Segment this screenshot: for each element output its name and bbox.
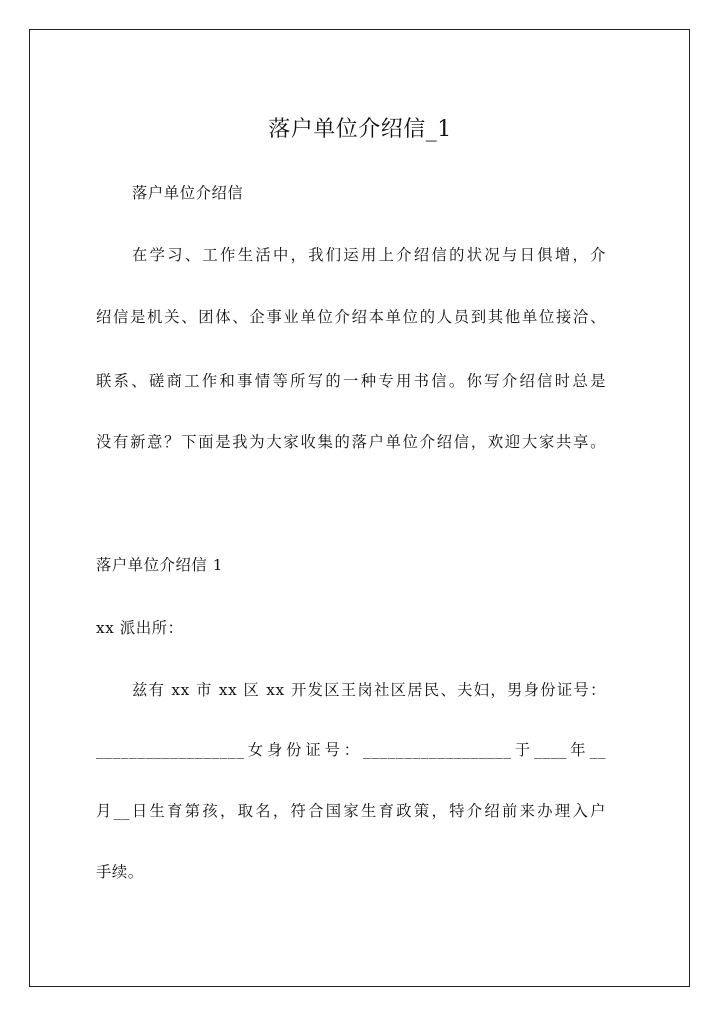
body-line-1: 兹有 xx 市 xx 区 xx 开发区王岗社区居民、夫妇，男身份证号： — [132, 681, 606, 699]
intro-line-4: 没有新意？下面是我为大家收集的落户单位介绍信，欢迎大家共享。 — [96, 433, 606, 451]
intro-line-3: 联系、磋商工作和事情等所写的一种专用书信。你写介绍信时总是 — [96, 372, 606, 390]
document-title: 落户单位介绍信_1 — [268, 117, 452, 142]
section-heading: 落户单位介绍信 1 — [96, 556, 224, 574]
intro-heading: 落户单位介绍信 — [132, 184, 244, 202]
intro-line-2: 绍信是机关、团体、企事业单位介绍本单位的人员到其他单位接洽、 — [96, 308, 606, 326]
body-line-3: 月__日生育第孩，取名，符合国家生育政策，特介绍前来办理入户 — [96, 802, 606, 820]
body-line-4: 手续。 — [96, 863, 144, 881]
intro-line-1: 在学习、工作生活中，我们运用上介绍信的状况与日俱增，介 — [132, 246, 606, 264]
page-border — [29, 29, 690, 987]
salutation: xx 派出所： — [96, 619, 184, 637]
body-line-2: __________________女身份证号：__________________于____年__ — [96, 741, 606, 759]
